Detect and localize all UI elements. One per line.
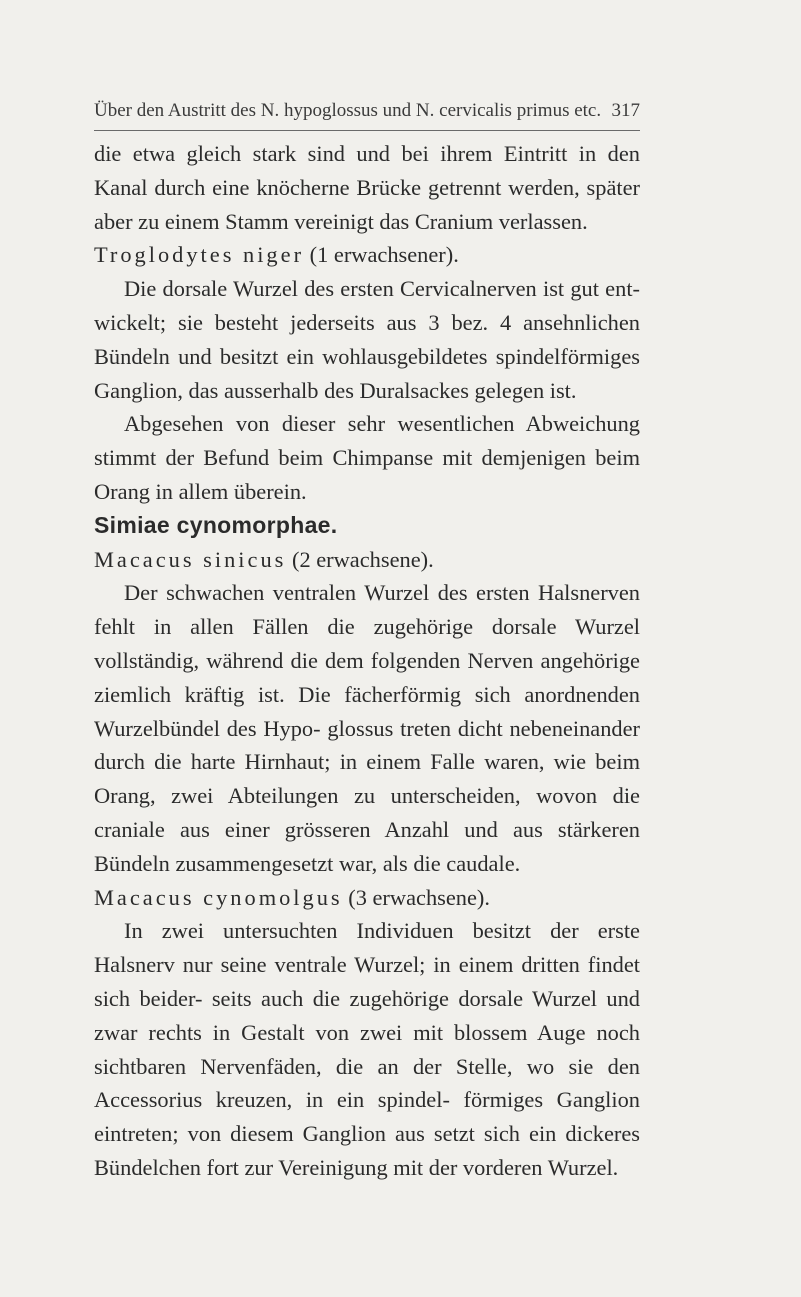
paragraph-5: In zwei untersuchten Individuen besitzt der erste Halsnerv nur seine ventrale Wurzel; in einem dritten findet sich beider- seits auch die zugehörige dorsale Wurzel und zwar rechts in Gestalt von zwei mit blossem Auge noch sichtbaren Nervenfäden, die an der Stelle, wo sie den Accessorius kreuzen, in ein spindel- förmiges Ganglion eintreten; von diesem Ganglion aus setzt sich ein dickeres Bündelchen fort zur Vereinigung mit der vorderen Wurzel. bbox=[94, 918, 640, 1180]
page-number: 317 bbox=[611, 100, 640, 121]
heading-macacus-cynomolgus bbox=[94, 881, 640, 915]
paragraph-3: Abgesehen von dieser sehr wesentlichen Abweichung stimmt der Befund beim Chimpanse mit demjenigen beim Orang in allem überein. bbox=[94, 411, 640, 504]
heading-troglodytes-genus: Troglodytes niger bbox=[94, 242, 305, 268]
heading-macacus-sinicus-genus: Macacus sinicus bbox=[94, 546, 287, 572]
heading-troglodytes bbox=[94, 238, 640, 272]
heading-troglodytes-note: (1 erwachsener). bbox=[309, 242, 459, 268]
body-text bbox=[94, 137, 640, 1185]
heading-macacus-cynomolgus-genus: Macacus cynomolgus bbox=[94, 884, 343, 910]
heading-macacus-sinicus bbox=[94, 543, 640, 577]
running-title: Über den Austritt des N. hypoglossus und N. cervicalis primus etc. bbox=[94, 100, 602, 121]
paragraph-1: die etwa gleich stark sind und bei ihrem Eintritt in den Kanal durch eine knöcherne Brücke getrennt werden, später aber zu einem Stamm vereinigt das Cranium verlassen. bbox=[94, 141, 640, 234]
heading-macacus-cynomolgus-note: (3 erwachsene). bbox=[348, 884, 490, 910]
heading-macacus-sinicus-note: (2 erwachsene). bbox=[291, 546, 434, 572]
heading-simiae-cynomorphae: Simiae cynomorphae. bbox=[94, 511, 338, 538]
paragraph-4: Der schwachen ventralen Wurzel des ersten Halsnerven fehlt in allen Fällen die zugehörige dorsale Wurzel vollständig, während die dem folgenden Nerven angehörige ziemlich kräftig ist. Die fächerförmig sich anordnenden Wurzelbündel des Hypo- glossus treten dicht nebeneinander durch die harte Hirnhaut; in einem Falle waren, wie beim Orang, zwei Abteilungen zu unterscheiden, wovon die craniale aus einer grösseren Anzahl und aus stärkeren Bündeln zusammengesetzt war, als die caudale. bbox=[94, 580, 640, 876]
paragraph-2: Die dorsale Wurzel des ersten Cervicalnerven ist gut ent- wickelt; sie besteht jederseits aus 3 bez. 4 ansehnlichen Bündeln und besitzt ein wohlausgebildetes spindelförmiges Ganglion, das ausserhalb des Duralsackes gelegen ist. bbox=[94, 276, 640, 403]
running-header bbox=[94, 96, 640, 131]
